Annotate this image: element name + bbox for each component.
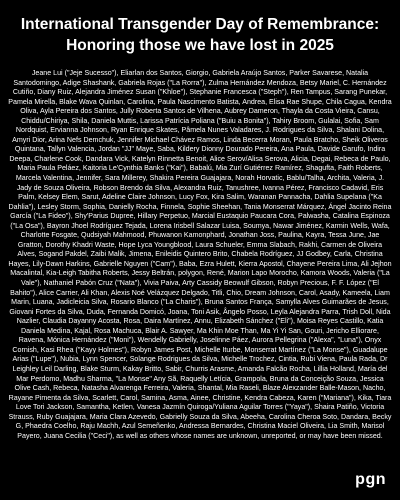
names-list: Jeane Lui ("Jeje Sucesso"), Eliarlan dos Santos, Giorgio, Gabriela Araújo Santos, Parker Savarese, Natalia Santodomingo, Adige Shashank, Gabriela Rojas ("La Rorra"), Zulma Hernández Mendoza, Betsy Mariel, C. Hernández Cutiño, Diany Ruiz, Alejandra Jiménez Susan ("Khloe"), Stephanie Francesca ("Steph"), Ren Tampus, Sarang Punekar, Pamela Mirella, Blake Wava Quinlan, Carolina, Paula Nascimento Batista, Andrea, Elisa Rae Shupe, Chila Cagua, Kendra Oliva, Ayla Pereira dos Santos, Jully Roberta Santos de Vilhena, Aubrey Dameron, Thayla da Costa Vieira, Cansu, Chiddu/Chiriya, Shila, Daniela Muttis, Larissa Patrícia Poliana ("Buiu a Bonita"), Tahiry Broom, Gulalai, Sofia, Sam Nordquist, Ervianna Johnson, Ryan Enrique Skates, Pâmela Nunes Valadares, J. Rodrigues da Silva, Shalani Dolina, Amyri Dior, Arina Nefs Demchuk, Jennifer Michael Chávez Ramos, Linda Becerra Moran, Paula Bratcho, Sheik Oliveros Quintana, Tallyn Valencia, Jordan "JJ" Maye, Saba, Kildery Dionny Dourado Pereira, Ana Paula, Davide Garufo, Indira Deepa, Charlene Cook, Dandara Vick, Katelyn Rinnetta Benoit, Alice Serov/Alisa Serova, Alicia, Degai, Rebeca de Paulo, Maria Paula Peláez, Kaitoria Le'Cynthia Banks ("Kai"), Babalú, Mia Zurí Gutiérrez Ramírez, Shagufta, Faith Roberts, Marcela Valentina, Jennifer, Sara Millerey, Shakira Pereira Guajajara, Norah Horvatic, Bablu/Talha, Archita, Valeria, J. Jady de Souza Oliveira, Robson Brendo da Silva, Alexandra Ruiz, Tanushree, Ivanna Pérez, Francisco Cadavid, Eris Palm, Kelsey Elem, Sarut, Adeline Claire Johnson, Lucy Fox, Kira Salim, Waranan Pannacha, Dahlia Supelana ("Ka Dahlia"), Lesley Storm, Sophia, Danielly Rocha, Finnela, Sophie Sheehan, Tania Monserrat Márquez, Ángel Jacinto Reina García ("La Fideo"), Shy'Parius Dupree, Hillary Perpetuo, Marcial Eustaquio Paucara Cora, Palwasha, Catalina Espinoza ("La Osa"), Bayron Jhoel Rodríguez Tejada, Lorena Irisbell Salazar Luisa, Soumya, Nawar Jiménez, Karmin Wells, Wafa, Charlotte Fosgate, Qudsiyah Mahmood, Phuwanon Kamonphard, Jonathan Joss, Paulina, Kayra, Tessa June, Jae Gratton, Dorothy Khadri Waste, Hope Lyca Youngblood, Laura Schueler, Emma Slabach, Rakhi, Carmen de Oliveira Alves, Sogand Pakdel, Zaibi Malik, Jimena, Enileidis Quintero Brito, Chabela Rodríguez, JJ Godbey, Carla, Christina Hayes, Lily-Dawn Harkins, Gabrielle Nguyen ("Cam"), Baba, Ezra Hulett, Kierra Apostol, Chayene Pereira Lima, Ali Jejhon Macalintal, Kia-Leigh Tabitha Roberts, Jessy Beltrán, polygon, René, Marion Lapo Morocho, Kamora Woods, Valeria ("La Vale"), Nathaniel Pabón Cruz ("Nata"), Vivia Paiva, Arty Cassidy Beowulf Gibson, Robyn Precious, F. F. López ("El Bahito"), Alice Carrier, Ali Khan, Alexis Noé Velázquez Delgado, Titli, Chio, Dream Johnson, Carol, Asady, Kameela, Liam Marin, Luana, Jadicleicia Silva, Rosario Blanco ("La Charis"), Bruna Santos França, Samylla Alves Guimarães de Jesus, Giovani Fortes da Silva, Duda, Fernanda Domicó, Joana, Toni Asik, Ângelo Posso, Leyla Alejandra Parra, Trish Doll, Nida Nazlier, Claudia Dayanny Acosta, Rosa, Daira Martínez, Annu, Elizabeth Sánchez ("Eli"), Moisa Reyes Castillo, Katia Daniela Medina, Kajal, Rosa Machuca, Blair A. Sawyer, Ma Khin Moe Than, Ma Yi Yi San, Gouri, Jericho Elliorare, Ravena, Mónica Hernández ("Moni"), Wendelly Gabrielly, Joselinne Páez, Aurora Pellegrina ("Alexa", "Luna"), Onyx Cornish, Kasi Rhea ("Kayy Holmes"), Robyn James Post, Michelle Iturbe, Monserrat Martínez ("La Monse"), Guadalupe Arias ("Lupe"), Nubia, Lynn Spencer, Solange Rodrigues da Silva, Michelle Trochez, Cintia, Rubi Viena, Paula Rada, Dr Leighley Leil Darling, Blake Sturm, Kakay Britto, Sabir, Churris Arasme, Amanda Falcão Rocha, Lillia Holland, María del Mar Perdomo, Madhu Sharma, "La Monse" Any Sã, Raquelly Letícia, Grampola, Bruna da Conceição Souza, Jessica Olive Cash, Rebeca, Natasha Alvarenga Ferreira, Valeria, Shantal, Mia Raseli, Blaze Alexzander Balle-Mason, Nacho, Rayane Pimenta da Silva, Scarlett, Carol, Samina, Asma, Ainee, Christine, Kendra Cabeza, Karen ("Mariana"), Kika, Tiara Love Tori Jackson, Samantha, Ketlen, Vanesa Jazmín Quiroga/Yuliana Aguilar Torres ("Yaya"), Shaira Patiño, Victoria Strauss, Ruby Guajajara, Maria Clara Azevedo, Gabrielly Souza da Silva, Abeeha, Carolina Cheroa Soto, Dandara, Becky G, Phaedra Coelho, Raju Machh, Azul Semeñenko, Andressa Bernardes, Christina Maciel Oliveira, Lia Smith, Marisol Payero, Juana Cecilia ("Ceci"), as well as others whose names are unknown, unreported, or may have been missed. — [8, 69, 392, 440]
title-line-1: International Transgender Day of Remembrance: — [20, 16, 380, 33]
page-title — [4, 14, 396, 56]
title-line-2: Honoring those we have lost in 2025 — [66, 37, 334, 54]
pgn-logo: pgn — [355, 471, 386, 488]
